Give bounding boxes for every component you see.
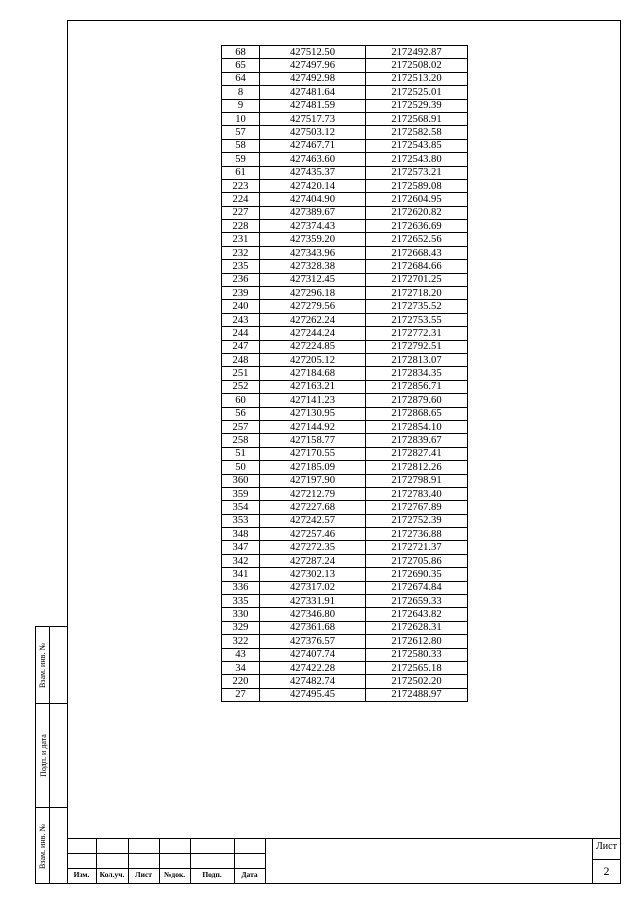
y-coordinate-cell: 2172736.88 (366, 528, 468, 541)
point-number-cell: 50 (222, 461, 260, 474)
table-row (222, 112, 468, 125)
point-number-cell: 224 (222, 193, 260, 206)
point-number-cell: 51 (222, 447, 260, 460)
table-row (222, 300, 468, 313)
y-coordinate-cell: 2172573.21 (366, 166, 468, 179)
x-coordinate-cell: 427224.85 (260, 340, 366, 353)
point-number-cell: 243 (222, 313, 260, 326)
y-coordinate-cell: 2172752.39 (366, 514, 468, 527)
y-coordinate-cell: 2172798.91 (366, 474, 468, 487)
x-coordinate-cell: 427227.68 (260, 501, 366, 514)
point-number-cell: 252 (222, 380, 260, 393)
y-coordinate-cell: 2172684.66 (366, 260, 468, 273)
point-number-cell: 57 (222, 126, 260, 139)
point-number-cell: 359 (222, 487, 260, 500)
point-number-cell: 336 (222, 581, 260, 594)
x-coordinate-cell: 427279.56 (260, 300, 366, 313)
y-coordinate-cell: 2172508.02 (366, 59, 468, 72)
y-coordinate-cell: 2172834.35 (366, 367, 468, 380)
table-row (222, 353, 468, 366)
table-row (222, 380, 468, 393)
y-coordinate-cell: 2172643.82 (366, 608, 468, 621)
col-label-signature: Подп. (202, 870, 222, 879)
x-coordinate-cell: 427495.45 (260, 688, 366, 701)
y-coordinate-cell: 2172753.55 (366, 313, 468, 326)
side-label-inv-replaced: Взам. инв. № (38, 642, 48, 688)
table-row (222, 313, 468, 326)
y-coordinate-cell: 2172674.84 (366, 581, 468, 594)
y-coordinate-cell: 2172718.20 (366, 287, 468, 300)
point-number-cell: 341 (222, 568, 260, 581)
point-number-cell: 248 (222, 353, 260, 366)
table-row (222, 514, 468, 527)
y-coordinate-cell: 2172620.82 (366, 206, 468, 219)
y-coordinate-cell: 2172529.39 (366, 99, 468, 112)
table-row (222, 635, 468, 648)
y-coordinate-cell: 2172827.41 (366, 447, 468, 460)
table-row (222, 621, 468, 634)
table-row (222, 246, 468, 259)
point-number-cell: 342 (222, 554, 260, 567)
x-coordinate-cell: 427262.24 (260, 313, 366, 326)
point-number-cell: 56 (222, 407, 260, 420)
y-coordinate-cell: 2172854.10 (366, 420, 468, 433)
y-coordinate-cell: 2172636.69 (366, 220, 468, 233)
table-row (222, 99, 468, 112)
point-number-cell: 34 (222, 661, 260, 674)
y-coordinate-cell: 2172513.20 (366, 72, 468, 85)
x-coordinate-cell: 427302.13 (260, 568, 366, 581)
table-row (222, 675, 468, 688)
y-coordinate-cell: 2172772.31 (366, 327, 468, 340)
y-coordinate-cell: 2172668.43 (366, 246, 468, 259)
x-coordinate-cell: 427389.67 (260, 206, 366, 219)
x-coordinate-cell: 427481.64 (260, 86, 366, 99)
y-coordinate-cell: 2172735.52 (366, 300, 468, 313)
y-coordinate-cell: 2172543.80 (366, 153, 468, 166)
table-row (222, 59, 468, 72)
col-label-sheet: Лист (135, 870, 152, 879)
table-row (222, 273, 468, 286)
x-coordinate-cell: 427312.45 (260, 273, 366, 286)
point-number-cell: 8 (222, 86, 260, 99)
x-coordinate-cell: 427257.46 (260, 528, 366, 541)
point-number-cell: 348 (222, 528, 260, 541)
y-coordinate-cell: 2172502.20 (366, 675, 468, 688)
x-coordinate-cell: 427503.12 (260, 126, 366, 139)
table-row (222, 581, 468, 594)
x-coordinate-cell: 427331.91 (260, 595, 366, 608)
x-coordinate-cell: 427463.60 (260, 153, 366, 166)
x-coordinate-cell: 427343.96 (260, 246, 366, 259)
x-coordinate-cell: 427296.18 (260, 287, 366, 300)
col-label-count: Кол.уч. (99, 870, 125, 879)
x-coordinate-cell: 427130.95 (260, 407, 366, 420)
y-coordinate-cell: 2172701.25 (366, 273, 468, 286)
point-number-cell: 10 (222, 112, 260, 125)
table-row (222, 447, 468, 460)
x-coordinate-cell: 427407.74 (260, 648, 366, 661)
table-row (222, 528, 468, 541)
y-coordinate-cell: 2172604.95 (366, 193, 468, 206)
x-coordinate-cell: 427346.80 (260, 608, 366, 621)
table-row (222, 72, 468, 85)
y-coordinate-cell: 2172628.31 (366, 621, 468, 634)
point-number-cell: 27 (222, 688, 260, 701)
point-number-cell: 240 (222, 300, 260, 313)
sheet-label: Лист (596, 841, 617, 852)
x-coordinate-cell: 427141.23 (260, 394, 366, 407)
table-row (222, 661, 468, 674)
x-coordinate-cell: 427272.35 (260, 541, 366, 554)
y-coordinate-cell: 2172792.51 (366, 340, 468, 353)
x-coordinate-cell: 427170.55 (260, 447, 366, 460)
point-number-cell: 223 (222, 179, 260, 192)
point-number-cell: 353 (222, 514, 260, 527)
table-row (222, 327, 468, 340)
x-coordinate-cell: 427184.68 (260, 367, 366, 380)
point-number-cell: 239 (222, 287, 260, 300)
x-coordinate-cell: 427287.24 (260, 554, 366, 567)
point-number-cell: 236 (222, 273, 260, 286)
point-number-cell: 68 (222, 46, 260, 59)
x-coordinate-cell: 427482.74 (260, 675, 366, 688)
point-number-cell: 244 (222, 327, 260, 340)
table-row (222, 608, 468, 621)
x-coordinate-cell: 427376.57 (260, 635, 366, 648)
y-coordinate-cell: 2172812.26 (366, 461, 468, 474)
x-coordinate-cell: 427212.79 (260, 487, 366, 500)
y-coordinate-cell: 2172783.40 (366, 487, 468, 500)
y-coordinate-cell: 2172721.37 (366, 541, 468, 554)
y-coordinate-cell: 2172580.33 (366, 648, 468, 661)
coordinates-table (221, 45, 468, 702)
table-row (222, 193, 468, 206)
point-number-cell: 60 (222, 394, 260, 407)
point-number-cell: 360 (222, 474, 260, 487)
point-number-cell: 65 (222, 59, 260, 72)
point-number-cell: 58 (222, 139, 260, 152)
sheet-number: 2 (603, 864, 610, 878)
x-coordinate-cell: 427361.68 (260, 621, 366, 634)
table-row (222, 461, 468, 474)
x-coordinate-cell: 427467.71 (260, 139, 366, 152)
point-number-cell: 232 (222, 246, 260, 259)
table-row (222, 568, 468, 581)
y-coordinate-cell: 2172879.60 (366, 394, 468, 407)
table-row (222, 688, 468, 701)
x-coordinate-cell: 427317.02 (260, 581, 366, 594)
point-number-cell: 247 (222, 340, 260, 353)
x-coordinate-cell: 427185.09 (260, 461, 366, 474)
x-coordinate-cell: 427242.57 (260, 514, 366, 527)
side-label-inv-orig: Взам. инв. № (38, 823, 48, 869)
table-row (222, 407, 468, 420)
y-coordinate-cell: 2172767.89 (366, 501, 468, 514)
x-coordinate-cell: 427328.38 (260, 260, 366, 273)
table-row (222, 420, 468, 433)
point-number-cell: 64 (222, 72, 260, 85)
table-row (222, 648, 468, 661)
y-coordinate-cell: 2172856.71 (366, 380, 468, 393)
y-coordinate-cell: 2172492.87 (366, 46, 468, 59)
table-row (222, 434, 468, 447)
coordinates-table-body (222, 46, 468, 702)
side-label-sign-date: Подп. и дата (38, 733, 48, 777)
table-row (222, 595, 468, 608)
x-coordinate-cell: 427205.12 (260, 353, 366, 366)
y-coordinate-cell: 2172612.80 (366, 635, 468, 648)
x-coordinate-cell: 427158.77 (260, 434, 366, 447)
x-coordinate-cell: 427492.98 (260, 72, 366, 85)
point-number-cell: 257 (222, 420, 260, 433)
title-block-col-line (265, 838, 266, 884)
point-number-cell: 228 (222, 220, 260, 233)
table-row (222, 126, 468, 139)
table-row (222, 501, 468, 514)
point-number-cell: 322 (222, 635, 260, 648)
table-row (222, 86, 468, 99)
y-coordinate-cell: 2172659.33 (366, 595, 468, 608)
sheet-cell-line (592, 859, 621, 860)
x-coordinate-cell: 427497.96 (260, 59, 366, 72)
y-coordinate-cell: 2172568.91 (366, 112, 468, 125)
point-number-cell: 330 (222, 608, 260, 621)
table-row (222, 287, 468, 300)
x-coordinate-cell: 427244.24 (260, 327, 366, 340)
table-row (222, 260, 468, 273)
point-number-cell: 220 (222, 675, 260, 688)
point-number-cell: 354 (222, 501, 260, 514)
point-number-cell: 258 (222, 434, 260, 447)
col-label-change: Изм. (73, 870, 90, 879)
y-coordinate-cell: 2172705.86 (366, 554, 468, 567)
side-strip (35, 626, 67, 884)
point-number-cell: 235 (222, 260, 260, 273)
x-coordinate-cell: 427374.43 (260, 220, 366, 233)
y-coordinate-cell: 2172652.56 (366, 233, 468, 246)
y-coordinate-cell: 2172525.01 (366, 86, 468, 99)
point-number-cell: 231 (222, 233, 260, 246)
y-coordinate-cell: 2172839.67 (366, 434, 468, 447)
point-number-cell: 43 (222, 648, 260, 661)
point-number-cell: 61 (222, 166, 260, 179)
col-label-doc-no: №док. (163, 870, 186, 879)
table-row (222, 206, 468, 219)
x-coordinate-cell: 427359.20 (260, 233, 366, 246)
point-number-cell: 227 (222, 206, 260, 219)
point-number-cell: 329 (222, 621, 260, 634)
y-coordinate-cell: 2172589.08 (366, 179, 468, 192)
y-coordinate-cell: 2172868.65 (366, 407, 468, 420)
table-row (222, 367, 468, 380)
y-coordinate-cell: 2172488.97 (366, 688, 468, 701)
x-coordinate-cell: 427144.92 (260, 420, 366, 433)
point-number-cell: 9 (222, 99, 260, 112)
table-row (222, 487, 468, 500)
table-row (222, 139, 468, 152)
title-block (67, 838, 621, 884)
table-row (222, 340, 468, 353)
table-row (222, 153, 468, 166)
y-coordinate-cell: 2172690.35 (366, 568, 468, 581)
x-coordinate-cell: 427163.21 (260, 380, 366, 393)
point-number-cell: 335 (222, 595, 260, 608)
x-coordinate-cell: 427517.73 (260, 112, 366, 125)
x-coordinate-cell: 427481.59 (260, 99, 366, 112)
table-row (222, 233, 468, 246)
table-row (222, 46, 468, 59)
x-coordinate-cell: 427512.50 (260, 46, 366, 59)
y-coordinate-cell: 2172582.58 (366, 126, 468, 139)
x-coordinate-cell: 427197.90 (260, 474, 366, 487)
y-coordinate-cell: 2172543.85 (366, 139, 468, 152)
y-coordinate-cell: 2172813.07 (366, 353, 468, 366)
x-coordinate-cell: 427422.28 (260, 661, 366, 674)
table-row (222, 166, 468, 179)
table-row (222, 554, 468, 567)
table-row (222, 474, 468, 487)
point-number-cell: 347 (222, 541, 260, 554)
table-row (222, 541, 468, 554)
x-coordinate-cell: 427420.14 (260, 179, 366, 192)
y-coordinate-cell: 2172565.18 (366, 661, 468, 674)
point-number-cell: 251 (222, 367, 260, 380)
table-row (222, 179, 468, 192)
point-number-cell: 59 (222, 153, 260, 166)
x-coordinate-cell: 427404.90 (260, 193, 366, 206)
table-row (222, 220, 468, 233)
x-coordinate-cell: 427435.37 (260, 166, 366, 179)
col-label-date: Дата (241, 870, 258, 879)
table-row (222, 394, 468, 407)
title-block-top-line (67, 838, 621, 839)
